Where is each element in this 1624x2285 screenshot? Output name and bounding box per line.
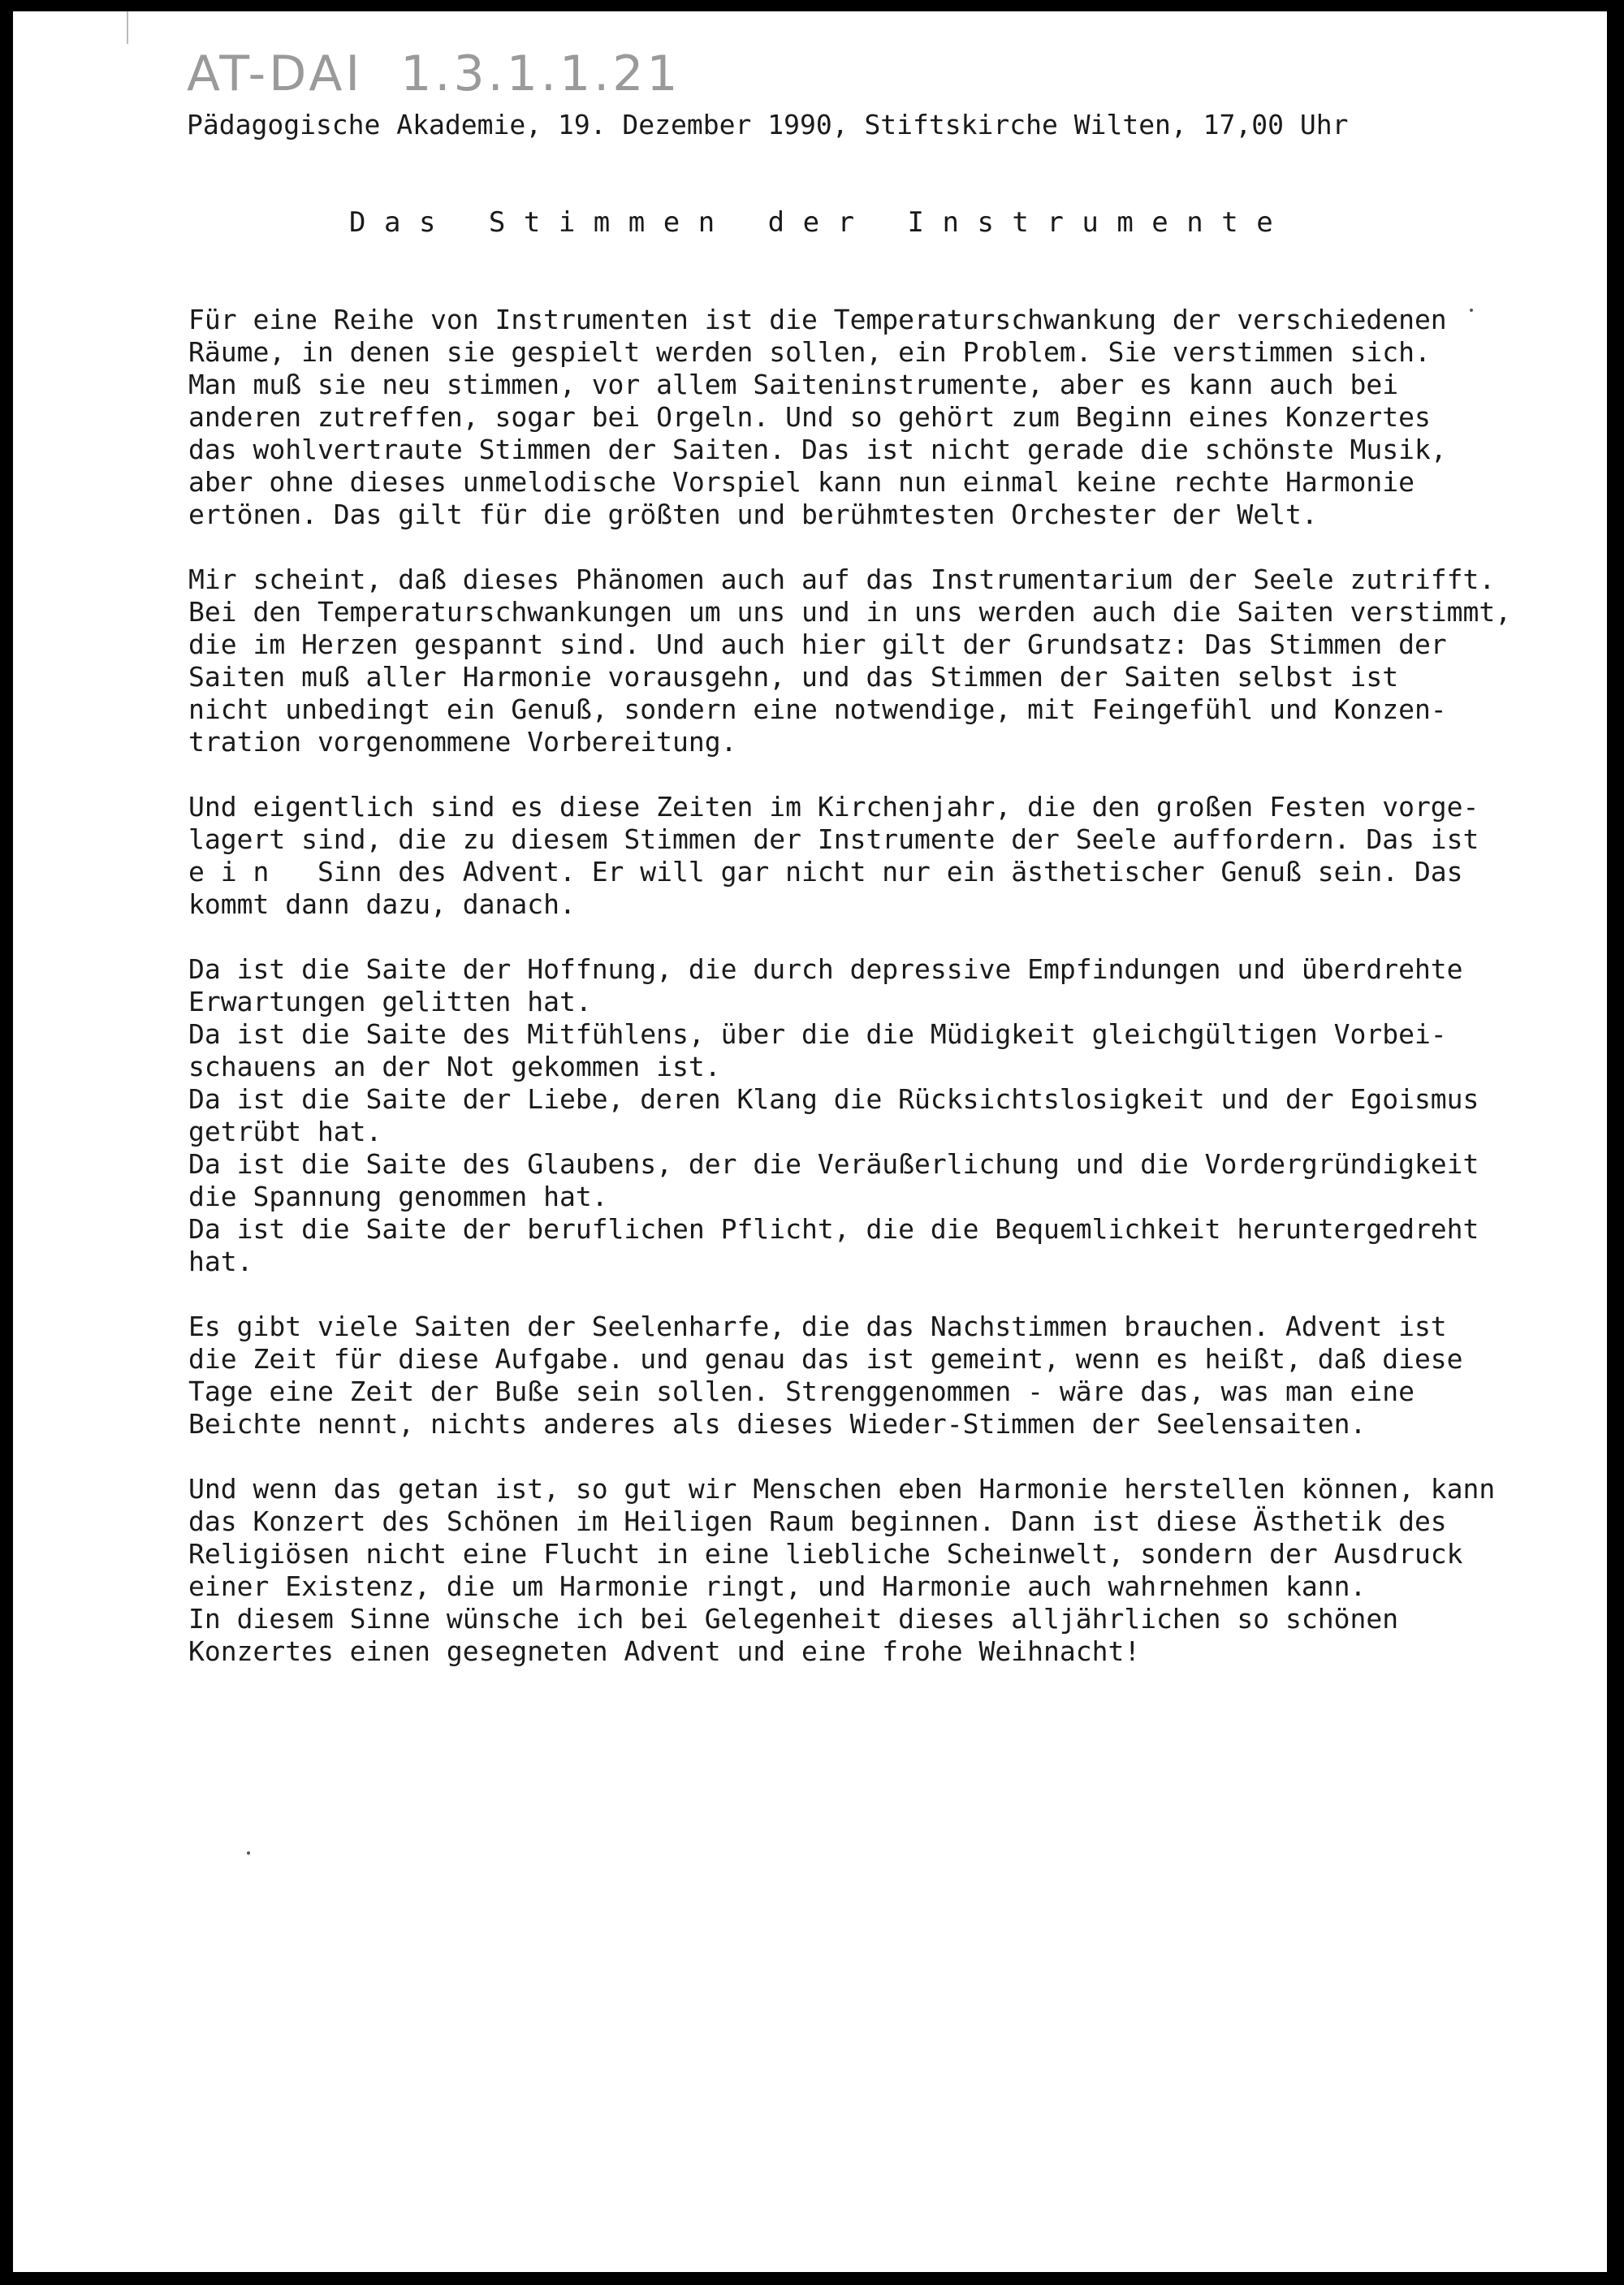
text-line: das wohlvertraute Stimmen der Saiten. Das ist nicht gerade die schönste Musik,: [188, 434, 1447, 465]
text-line: kommt dann dazu, danach.: [188, 888, 576, 920]
text-line: Saiten muß aller Harmonie vorausgehn, und das Stimmen der Saiten selbst ist: [188, 661, 1399, 693]
text-line: Und eigentlich sind es diese Zeiten im Kirchenjahr, die den großen Festen vorge-: [188, 791, 1479, 823]
text-line: Da ist die Saite der Hoffnung, die durch depressive Empfindungen und überdrehte: [188, 953, 1463, 985]
text-line: ertönen. Das gilt für die größten und berühmtesten Orchester der Welt.: [188, 499, 1318, 530]
text-line: Da ist die Saite der beruflichen Pflicht, die die Bequemlichkeit heruntergedreht: [188, 1213, 1479, 1245]
text-line: aber ohne dieses unmelodische Vorspiel kann nun einmal keine rechte Harmonie: [188, 466, 1415, 498]
text-line: tration vorgenommene Vorbereitung.: [188, 726, 737, 758]
paragraph-6: [188, 1473, 1601, 1668]
text-line: die Spannung genommen hat.: [188, 1181, 608, 1212]
text-line: Räume, in denen sie gespielt werden sollen, ein Problem. Sie verstimmen sich.: [188, 336, 1431, 368]
text-line: Da ist die Saite des Glaubens, der die Veräußerlichung und die Vordergründigkeit: [188, 1148, 1479, 1180]
paragraph-4: [188, 953, 1601, 1278]
text-line: die Zeit für diese Aufgabe. und genau das ist gemeint, wenn es heißt, daß diese: [188, 1343, 1463, 1375]
text-line: In diesem Sinne wünsche ich bei Gelegenheit dieses alljährlichen so schönen: [188, 1603, 1399, 1635]
scan-speck: [1470, 309, 1473, 312]
text-line: Bei den Temperaturschwankungen um uns und in uns werden auch die Saiten verstimmt,: [188, 596, 1512, 628]
text-line: Beichte nennt, nichts anderes als dieses Wieder-Stimmen der Seelensaiten.: [188, 1408, 1367, 1440]
text-line: Für eine Reihe von Instrumenten ist die Temperaturschwankung der verschiedenen: [188, 304, 1447, 335]
paragraph-2: [188, 564, 1601, 758]
document-page: [13, 11, 1607, 2272]
document-heading: Pädagogische Akademie, 19. Dezember 1990, Stiftskirche Wilten, 17,00 Uhr: [187, 109, 1349, 140]
text-line: hat.: [188, 1246, 253, 1277]
paragraph-3: [188, 791, 1601, 921]
text-line: das Konzert des Schönen im Heiligen Raum beginnen. Dann ist diese Ästhetik des: [188, 1505, 1447, 1537]
text-line: Man muß sie neu stimmen, vor allem Saiteninstrumente, aber es kann auch bei: [188, 369, 1399, 400]
text-line: Da ist die Saite des Mitfühlens, über die die Müdigkeit gleichgültigen Vorbei-: [188, 1018, 1447, 1050]
text-line: einer Existenz, die um Harmonie ringt, und Harmonie auch wahrnehmen kann.: [188, 1570, 1367, 1602]
scan-speck: [127, 11, 128, 44]
paragraph-5: [188, 1311, 1601, 1441]
text-line: nicht unbedingt ein Genuß, sondern eine notwendige, mit Feingefühl und Konzen-: [188, 693, 1447, 725]
text-line: die im Herzen gespannt sind. Und auch hier gilt der Grundsatz: Das Stimmen der: [188, 628, 1447, 660]
text-line: Konzertes einen gesegneten Advent und eine frohe Weihnacht!: [188, 1635, 1141, 1667]
text-line: Erwartungen gelitten hat.: [188, 986, 592, 1017]
text-line: Religiösen nicht eine Flucht in eine liebliche Scheinwelt, sondern der Ausdruck: [188, 1538, 1463, 1570]
text-line: e i n Sinn des Advent. Er will gar nicht nur ein ästhetischer Genuß sein. Das: [188, 856, 1463, 888]
text-line: schauens an der Not gekommen ist.: [188, 1051, 721, 1082]
paragraph-1: [188, 304, 1601, 531]
text-line: Da ist die Saite der Liebe, deren Klang die Rücksichtslosigkeit und der Egoismus: [188, 1083, 1479, 1115]
document-title: Das Stimmen der Instrumente: [349, 206, 1292, 239]
text-line: anderen zutreffen, sogar bei Orgeln. Und so gehört zum Beginn eines Konzertes: [188, 401, 1431, 433]
archive-signature: AT-DAI 1.3.1.1.21: [187, 45, 681, 102]
text-line: Mir scheint, daß dieses Phänomen auch auf das Instrumentarium der Seele zutrifft.: [188, 564, 1496, 595]
text-line: Es gibt viele Saiten der Seelenharfe, die das Nachstimmen brauchen. Advent ist: [188, 1311, 1447, 1342]
text-line: Tage eine Zeit der Buße sein sollen. Strenggenommen - wäre das, was man eine: [188, 1376, 1415, 1407]
scan-speck: [247, 1851, 250, 1855]
text-line: lagert sind, die zu diesem Stimmen der Instrumente der Seele auffordern. Das ist: [188, 823, 1479, 855]
text-line: Und wenn das getan ist, so gut wir Menschen eben Harmonie herstellen können, kann: [188, 1473, 1496, 1505]
document-body: [188, 304, 1601, 1700]
text-line: getrübt hat.: [188, 1116, 382, 1147]
